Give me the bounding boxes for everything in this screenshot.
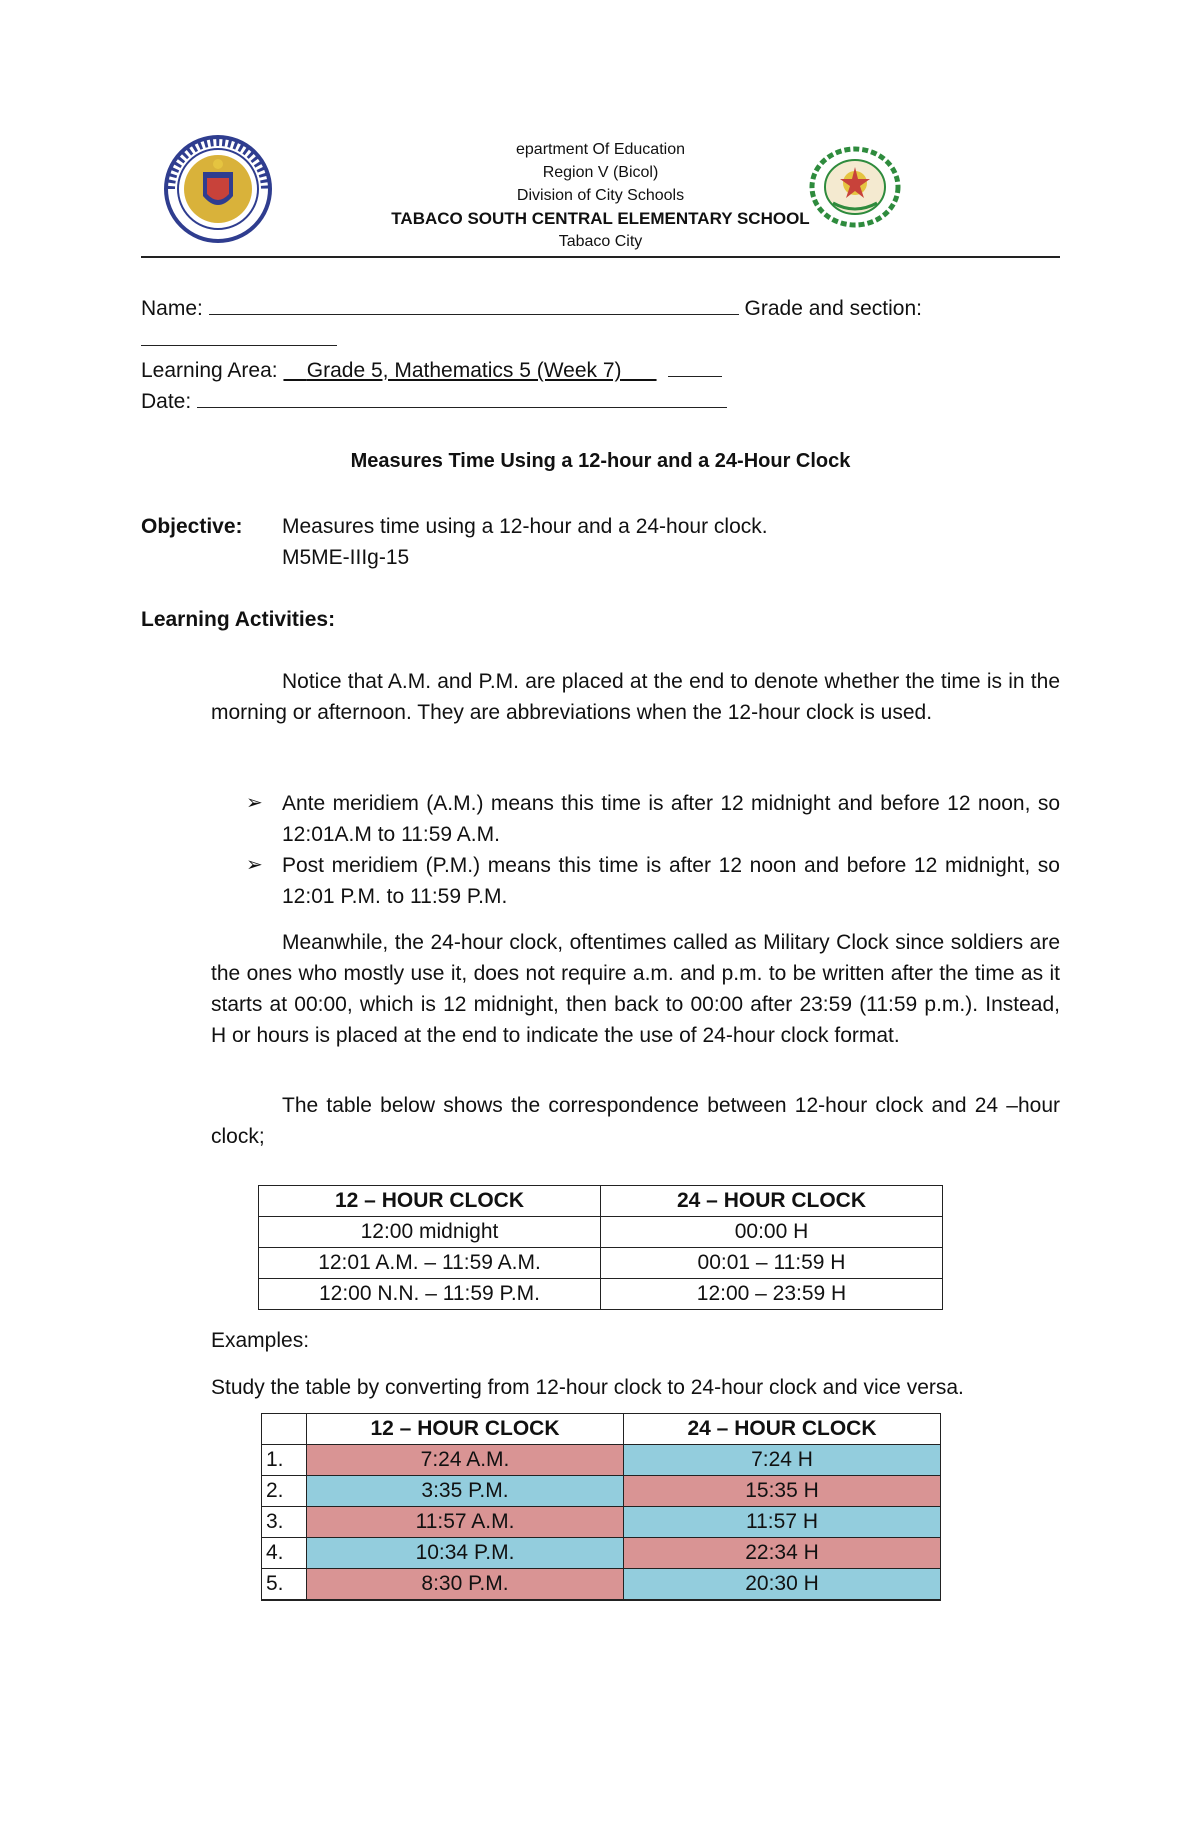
- learning-area-label: Learning Area:: [141, 359, 278, 382]
- table-row: [259, 1248, 943, 1279]
- table-cell: 7:24 A.M.: [307, 1445, 624, 1476]
- name-field[interactable]: [209, 292, 739, 315]
- objective-label: Objective:: [141, 515, 243, 538]
- table-cell: 22:34 H: [624, 1538, 941, 1569]
- table-cell: 12:01 A.M. – 11:59 A.M.: [259, 1248, 601, 1279]
- table-cell: 00:00 H: [601, 1217, 943, 1248]
- table-cell: 3:35 P.M.: [307, 1476, 624, 1507]
- table-row: [259, 1279, 943, 1310]
- military-clock-paragraph: Meanwhile, the 24-hour clock, oftentimes called as Military Clock since soldiers are the ones who mostly use it, does not require a.m. and p.m. to be written after the time as it starts at 00:00, which is 12 midnight, then back to 00:00 after 23:59 (11:59 p.m.). Instead, H or hours is placed at the end to indicate the use of 24-hour clock format.: [211, 931, 1060, 1047]
- page-title: Measures Time Using a 12-hour and a 24-Hour Clock: [350, 450, 851, 472]
- school-name: TABACO SOUTH CENTRAL ELEMENTARY SCHOOL: [391, 209, 810, 228]
- row-number: 3.: [262, 1507, 307, 1538]
- table-header-row: [262, 1414, 941, 1445]
- row-number: 4.: [262, 1538, 307, 1569]
- table-row: [262, 1507, 941, 1538]
- learning-area-extra-line: [668, 354, 722, 377]
- arrow-bullet-icon: ➢: [246, 854, 263, 876]
- meridiem-bullets: [246, 788, 1060, 912]
- grade-section-label: Grade and section:: [744, 297, 922, 320]
- table-intro-paragraph: The table below shows the correspondence between 12-hour clock and 24 –hour clock;: [211, 1094, 1060, 1148]
- school-city: Tabaco City: [558, 233, 643, 250]
- bullet-text: Ante meridiem (A.M.) means this time is after 12 midnight and before 12 noon, so 12:01A.M to 11:59 A.M.: [282, 792, 1060, 846]
- table-cell: 10:34 P.M.: [307, 1538, 624, 1569]
- table-cell: 20:30 H: [624, 1569, 941, 1601]
- table-cell: 12:00 N.N. – 11:59 P.M.: [259, 1279, 601, 1310]
- table-row: [262, 1538, 941, 1569]
- agency-line-3: Division of City Schools: [516, 187, 685, 204]
- table-cell: 7:24 H: [624, 1445, 941, 1476]
- grade-section-line: [141, 323, 1081, 355]
- row-number: 2.: [262, 1476, 307, 1507]
- table-header-cell: 12 – HOUR CLOCK: [307, 1414, 624, 1445]
- examples-instruction: Study the table by converting from 12-hour clock to 24-hour clock and vice versa.: [211, 1376, 964, 1399]
- table-row: [262, 1445, 941, 1476]
- bullet-text: Post meridiem (P.M.) means this time is after 12 noon and before 12 midnight, so 12:01 P.M. to 11:59 P.M.: [282, 854, 1060, 908]
- row-number: 1.: [262, 1445, 307, 1476]
- name-line: [141, 292, 1081, 324]
- examples-label: Examples:: [211, 1329, 310, 1352]
- table-cell: 12:00 – 23:59 H: [601, 1279, 943, 1310]
- table-header-cell: 24 – HOUR CLOCK: [601, 1186, 943, 1217]
- date-field[interactable]: [197, 385, 727, 408]
- learning-area-value[interactable]: [283, 359, 656, 382]
- table-cell: 00:01 – 11:59 H: [601, 1248, 943, 1279]
- objective-text: Measures time using a 12-hour and a 24-hour clock.: [282, 515, 768, 538]
- table-cell: 11:57 H: [624, 1507, 941, 1538]
- table-header-cell: 12 – HOUR CLOCK: [259, 1186, 601, 1217]
- table-header-cell: [262, 1414, 307, 1445]
- table-row: [262, 1569, 941, 1601]
- table-cell: 12:00 midnight: [259, 1217, 601, 1248]
- agency-block: [141, 138, 1060, 253]
- intro-paragraph: Notice that A.M. and P.M. are placed at the end to denote whether the time is in the morning or afternoon. They are abbreviations when the 12-hour clock is used.: [211, 670, 1060, 724]
- row-number: 5.: [262, 1569, 307, 1601]
- arrow-bullet-icon: ➢: [246, 792, 263, 814]
- bullet-item: [246, 788, 1060, 850]
- learning-area-text: Grade 5, Mathematics 5 (Week 7): [306, 359, 622, 382]
- table-cell: 11:57 A.M.: [307, 1507, 624, 1538]
- table-header-row: [259, 1186, 943, 1217]
- table-row: [259, 1217, 943, 1248]
- name-label: Name:: [141, 297, 203, 320]
- clock-correspondence-table: [258, 1185, 943, 1310]
- bullet-item: [246, 850, 1060, 912]
- grade-section-field[interactable]: [141, 323, 337, 346]
- table-header-cell: 24 – HOUR CLOCK: [624, 1414, 941, 1445]
- table-cell: 15:35 H: [624, 1476, 941, 1507]
- table-cell: 8:30 P.M.: [307, 1569, 624, 1601]
- agency-line-2: Region V (Bicol): [542, 164, 659, 181]
- examples-table: [261, 1413, 941, 1601]
- learning-activities-label: Learning Activities:: [141, 608, 336, 631]
- date-label: Date:: [141, 390, 192, 413]
- agency-line-1: epartment Of Education: [516, 141, 685, 158]
- table-row: [262, 1476, 941, 1507]
- school-header: [141, 138, 1060, 256]
- learning-area-line: [141, 354, 1081, 386]
- objective-code: M5ME-IIIg-15: [282, 546, 410, 569]
- date-line: [141, 385, 1081, 417]
- header-divider: [141, 256, 1060, 258]
